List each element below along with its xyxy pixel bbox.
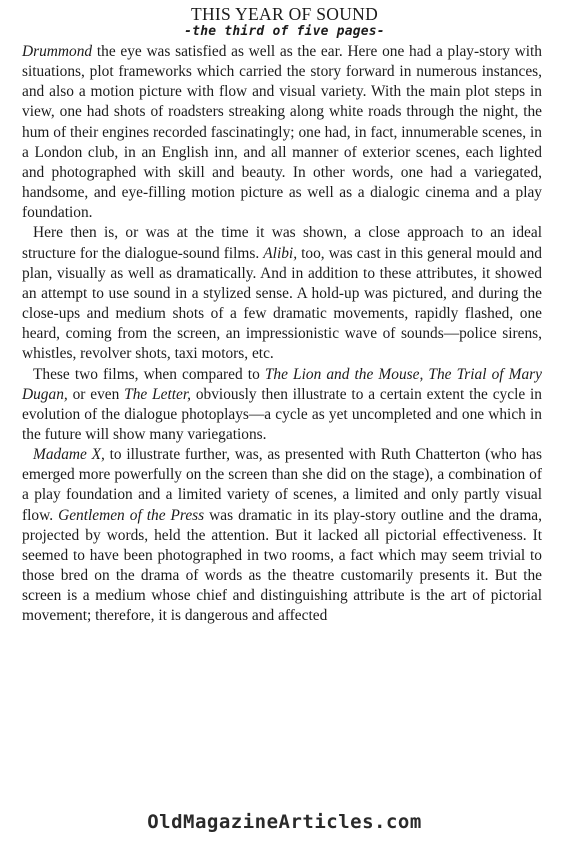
film-title-text: The Lion and the Mouse, The Trial of Mary Dugan, bbox=[22, 365, 543, 403]
film-title-text: Madame X, bbox=[33, 446, 105, 464]
body-text: obviously then illustrate to a certain extent the cycle in evolution of the dialogue photoplays—a cycle as yet uncompleted and one which in the future will show many variegations. bbox=[22, 385, 542, 443]
paragraph bbox=[22, 445, 542, 626]
paragraph bbox=[22, 42, 542, 223]
body-text: too, was cast in this general mould and plan, visually as well as dramatically. And in addition to these attributes, it showed an attempt to use sound in a stylized sense. A hold-up was pictured, and during the close-ups and medium shots of a few dramatic movements, rapidly flashed, one heard, coming from the screen, an impressionistic wave of sounds—police sirens, whistles, revolver shots, taxi motors, etc. bbox=[22, 244, 542, 363]
body-text: the eye was satisfied as well as the ear. Here one had a play-story with situations, plot frameworks which carried the story forward in numerous instances, and also a motion picture with flow and visual variety. With the main plot steps in view, one had shots of roadsters streaking along white roads through the night, the hum of their engines recorded fascinatingly; one had, in fact, innumerable scenes, in a London club, in an English inn, and all manner of exterior scenes, each lighted and photographed with skill and beauty. In other words, one had a variegated, handsome, and eye-filling motion picture as well as a dialogic cinema and a play foundation. bbox=[22, 43, 542, 222]
film-title-text: Drummond bbox=[22, 43, 93, 60]
page-subtitle: -the third of five pages- bbox=[184, 24, 385, 39]
paragraph bbox=[22, 223, 542, 364]
body-text: Here then is, or was at the time it was shown, a close approach to an ideal structure for the dialogue-sound films. bbox=[22, 224, 542, 262]
body-text: was dramatic in its play-story outline and the drama, projected by words, held the attention. But it lacked all pictorial effectiveness. It seemed to have been photographed in two rooms, a fact which may seem trivial to those bred on the drama of words as the theatre customarily presents it. But the screen is a medium whose chief and distinguishing attribute is the art of pictorial movement; therefore, it is dangerous and affected bbox=[22, 506, 542, 625]
body-text: These two films, when compared to bbox=[33, 365, 265, 383]
body-text: to illustrate further, was, as presented with Ruth Chatterton (who has emerged more powerfully on the screen than she did on the stage), a combination of a play foundation and a limited variety of scenes, a limited and only partly visual flow. bbox=[22, 446, 543, 524]
film-title-text: Alibi, bbox=[263, 244, 298, 262]
film-title-text: The Letter, bbox=[124, 385, 191, 403]
body-text: or even bbox=[67, 385, 125, 403]
article-body bbox=[22, 42, 542, 627]
film-title-text: Gentlemen of the Press bbox=[58, 506, 205, 524]
site-watermark: OldMagazineArticles.com bbox=[147, 811, 422, 833]
paragraph bbox=[22, 365, 542, 446]
page-title: THIS YEAR OF SOUND bbox=[190, 4, 379, 24]
